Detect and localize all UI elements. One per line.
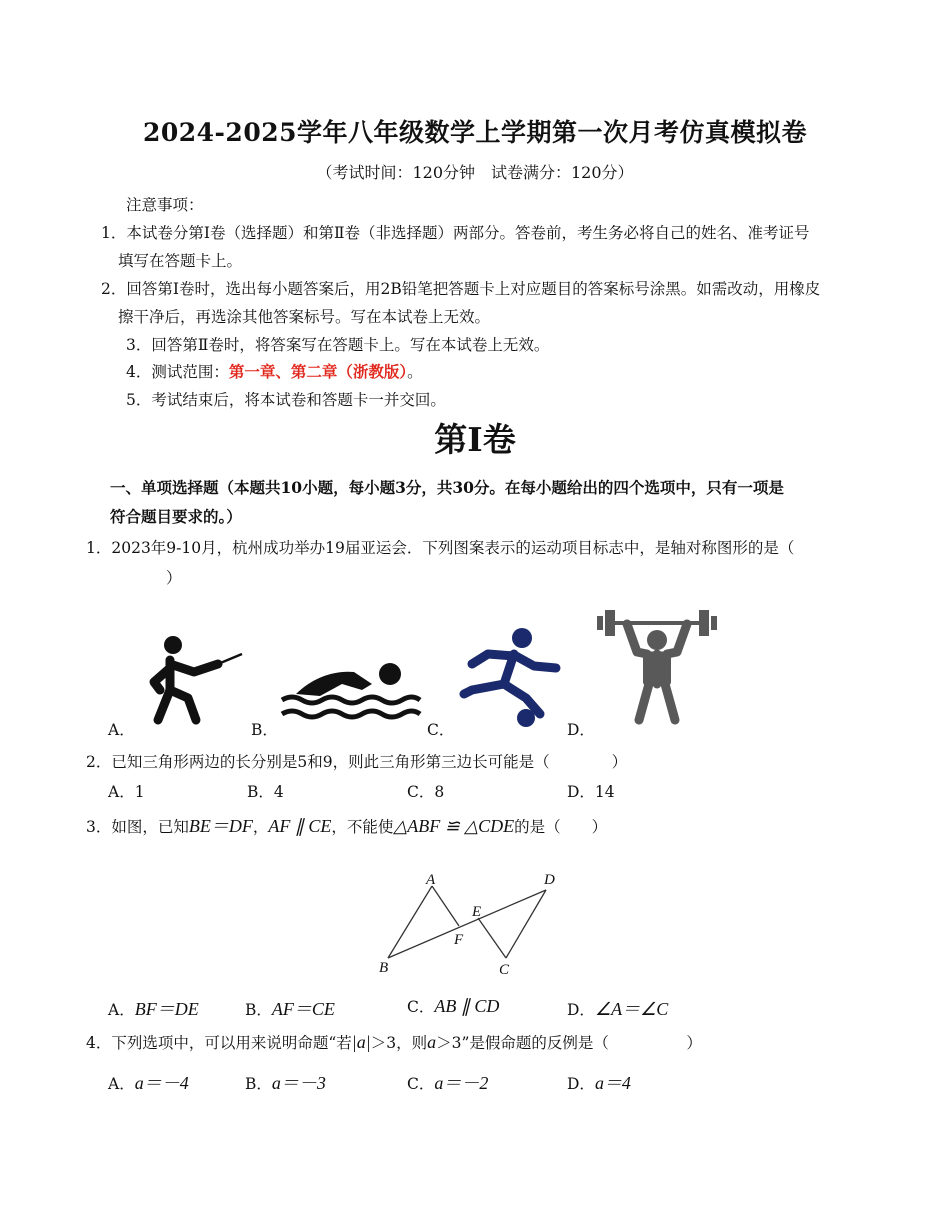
q3-condition-2: AF ∥ CE [268,816,332,836]
q4-option-a-label: A． [108,1075,135,1093]
q4-option-d-text: a＝4 [594,1073,631,1093]
q4-abs-expr: |a| [351,1032,371,1052]
q3-stem-mid: ，不能使 [331,818,394,836]
page-title: 2024-2025学年八年级数学上学期第一次月考仿真模拟卷 [142,118,808,147]
q3-option-b-text: AF＝CE [271,999,335,1019]
q1-stem: 1．2023年9-10月，杭州成功举办19届亚运会．下列图案表示的运动项目标志中，是轴对称图形的是（ [86,539,795,557]
q3-stem-suffix: 的是（ ） [514,818,608,836]
exam-info: （考试时间：120分钟 试卷满分：120分） [316,163,634,182]
q4-option-a [108,1069,189,1095]
label-f: F [454,932,464,948]
weightlifting-icon [597,608,717,728]
notice-heading: 注意事项： [126,196,204,214]
q4-stem-mid: ＞3”是假命题的反例是（ ） [436,1034,702,1052]
notice-item-1-cont: 填写在答题卡上。 [118,252,243,270]
q3-option-c-label: C． [407,998,435,1016]
q3-condition-1: BE＝DF [188,816,253,836]
label-d: D [544,872,555,888]
label-b: B [379,960,389,976]
q3-congruence: △ABF ≌ △CDE [393,816,515,836]
q4-option-d-label: D． [567,1075,595,1093]
swimming-icon [282,660,422,724]
q2-option-a: A．1 [108,783,145,801]
q4-stem-prefix: 4．下列选项中，可以用来说明命题“若 [86,1034,352,1052]
notice-item-4-prefix: 4．测试范围： [126,363,229,381]
q4-gt: ＞3，则 [370,1034,428,1052]
q3-option-a-text: BF＝DE [134,999,199,1019]
q1-option-b: B． [251,721,278,739]
notice-item-3: 3．回答第Ⅱ卷时，将答案写在答题卡上。写在本试卷上无效。 [126,336,550,354]
notice-item-2-cont: 擦干净后，再选涂其他答案标号。写在本试卷上无效。 [118,308,491,326]
q3-option-d [567,995,668,1021]
q4-option-c-text: a＝－2 [434,1073,489,1093]
test-range: 第一章、第二章（浙教版） [228,362,408,381]
q3-stem [86,812,607,838]
q1-stem-cont: ） [166,569,182,587]
fencing-icon [140,632,250,728]
q4-stem [86,1031,702,1053]
part1-heading-cont: 符合题目要求的。） [110,507,242,526]
notice-item-1: 1．本试卷分第Ⅰ卷（选择题）和第Ⅱ卷（非选择题）两部分。答卷前，考生务必将自己的姓名、准考证号 [101,224,810,242]
label-c: C [499,962,510,978]
football-icon [458,624,564,728]
q4-option-d [567,1069,631,1095]
q3-option-d-text: ∠A＝∠C [594,999,669,1019]
label-a: A [426,872,436,888]
notice-item-4-suffix: 。 [407,363,423,381]
q3-option-b [245,995,335,1021]
q4-option-a-text: a＝－4 [134,1073,189,1093]
label-e: E [472,904,482,920]
q3-separator: ， [252,818,269,836]
q4-option-c [407,1069,488,1095]
part1-heading: 一、单项选择题（本题共10小题，每小题3分，共30分。在每小题给出的四个选项中，只有一项是 [110,478,784,497]
notice-item-5: 5．考试结束后，将本试卷和答题卡一并交回。 [126,391,446,409]
q3-stem-prefix: 3．如图，已知 [86,818,189,836]
q1-option-a: A． [108,721,135,739]
section-title: 第Ⅰ卷 [434,420,516,459]
q3-option-a [108,995,199,1021]
q2-option-b: B．4 [247,783,284,801]
q4-option-c-label: C． [407,1075,435,1093]
q4-option-b-label: B． [245,1075,272,1093]
q3-option-d-label: D． [567,1001,595,1019]
q1-option-d: D． [567,721,595,739]
q2-option-d: D．14 [567,783,615,801]
q4-option-b-text: a＝－3 [271,1073,326,1093]
q3-option-c-text: AB ∥ CD [434,996,500,1016]
q4-option-b [245,1069,326,1095]
q4-a-var: a [427,1032,437,1052]
q3-figure [372,868,572,978]
q2-stem: 2．已知三角形两边的长分别是5和9，则此三角形第三边长可能是（ ） [86,753,628,771]
q3-option-c [407,995,499,1017]
q2-option-c: C．8 [407,783,445,801]
q3-option-a-label: A． [108,1001,135,1019]
q3-option-b-label: B． [245,1001,272,1019]
q1-option-c: C． [427,721,455,739]
notice-item-4 [126,360,423,382]
notice-item-2: 2．回答第Ⅰ卷时，选出每小题答案后，用2B铅笔把答题卡上对应题目的答案标号涂黑。如需改动，用橡皮 [101,280,821,298]
